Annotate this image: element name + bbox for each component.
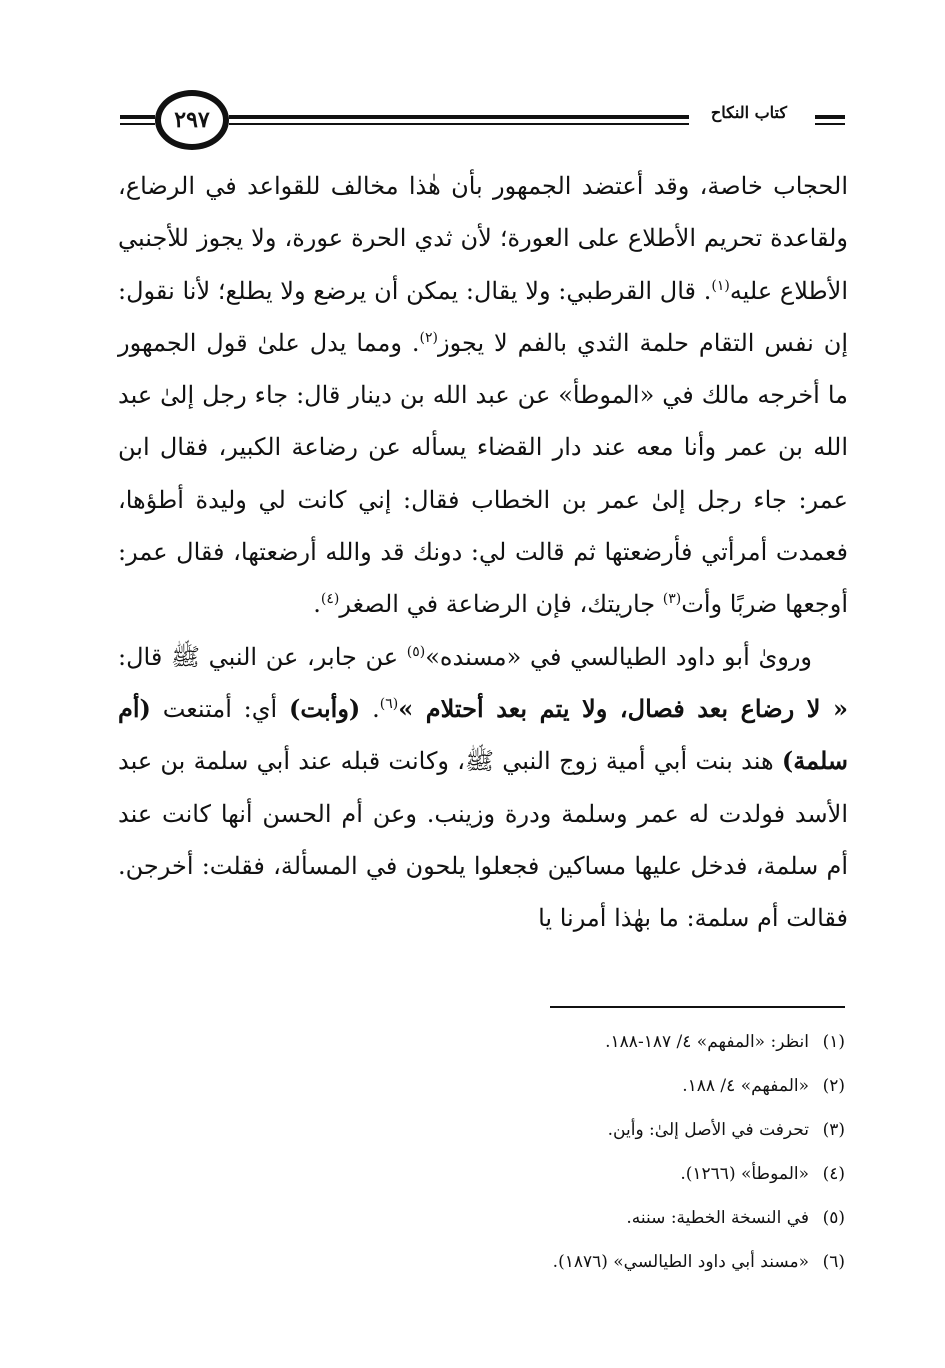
text-span: الحجاب خاصة، وقد أعتضد الجمهور بأن هٰذا مخالف للقواعد في الرضاع، ولقاعدة تحريم الأطلاع على العورة؛ لأن ثدي الحرة عورة، ولا يجوز للأجنبي الأطلاع عليه — [118, 172, 849, 305]
footnote-text: «الموطأ» (١٢٦٦). — [680, 1164, 809, 1184]
page-number-badge — [155, 90, 229, 150]
footnote-text: تحرفت في الأصل إلىٰ: وأين. — [607, 1120, 809, 1140]
paragraph-2 — [118, 631, 848, 945]
footnote-ref: (٥) — [406, 643, 426, 660]
footnote-number: (٥) — [822, 1208, 845, 1228]
footnote-number: (١) — [822, 1032, 845, 1052]
text-span: أي: أمتنعت — [150, 694, 290, 723]
text-span: . — [360, 694, 380, 723]
footnote-ref: (١) — [711, 277, 730, 294]
footnote-item — [300, 1064, 845, 1108]
header-rule-left — [120, 115, 155, 119]
text-span: هند بنت أبي أمية زوج النبي ﷺ، وكانت قبله عند أبي سلمة بن عبد الأسد فولدت له عمر وسلمة ودرة وزينب. وعن أم الحسن أنها كانت عند أم سلمة، فدخل عليها مساكين فجعلوا يلحون في المسألة، فقلت: أخرجن. فقالت أم سلمة: ما بهٰذا أمرنا يا — [118, 747, 848, 933]
footnote-ref: (٤) — [320, 591, 340, 608]
footnote-text: انظر: «المفهم» ٤/ ١٨٧-١٨٨. — [605, 1032, 809, 1052]
text-span: . — [313, 590, 321, 619]
page-header — [120, 90, 845, 170]
header-rule-middle — [229, 115, 689, 119]
bold-text-span: (أم سلمة) — [118, 693, 848, 776]
running-title: كتاب النكاح — [710, 103, 787, 122]
footnotes — [300, 1020, 845, 1284]
footnote-item — [300, 1020, 845, 1064]
text-span: جاريتك، فإن الرضاعة في الصغر — [339, 590, 663, 619]
footnote-separator — [550, 1006, 845, 1008]
footnote-item — [300, 1196, 845, 1240]
footnote-number: (٢) — [822, 1076, 845, 1096]
footnote-text: «مسند أبي داود الطيالسي» (١٨٧٦). — [552, 1252, 809, 1272]
header-rule-left-thin — [120, 123, 155, 125]
footnote-item — [300, 1240, 845, 1284]
footnote-item — [300, 1152, 845, 1196]
bold-text-span: (وأبت) — [289, 693, 361, 723]
footnote-ref: (٢) — [419, 329, 438, 346]
text-span: . قال القرطبي: ولا يقال: يمكن أن يرضع ولا يطلع؛ لأنا نقول: إن نفس التقام حلمة الثدي بالفم لا يجوز — [118, 276, 848, 357]
text-span: عن جابر، عن النبي ﷺ قال: — [118, 642, 407, 671]
footnote-ref: (٦) — [379, 695, 399, 712]
footnote-text: «المفهم» ٤/ ١٨٨. — [682, 1076, 809, 1096]
paragraph-1 — [118, 160, 848, 631]
text-span: وروىٰ أبو داود الطيالسي في «مسنده» — [425, 642, 812, 671]
text-span: . ومما يدل علىٰ قول الجمهور ما أخرجه مالك في «الموطأ» عن عبد الله بن دينار قال: جاء رجل إلىٰ عبد الله بن عمر وأنا معه عند دار القضاء يسأله عن رضاعة الكبير، فقال ابن عمر: جاء رجل إلىٰ عمر بن الخطاب فقال: إني كانت لي وليدة أطؤها، فعمدت أمرأتي فأرضعتها ثم قالت لي: دونك قد والله أرضعتها، فقال عمر: أوجعها ضربًا وأت — [118, 328, 848, 619]
bold-text-span: « لا رضاع بعد فصال، ولا يتم بعد أحتلام » — [398, 693, 848, 723]
page-number: ٢٩٧ — [174, 107, 210, 133]
footnote-item — [300, 1108, 845, 1152]
main-text — [118, 160, 848, 944]
header-rule-right — [815, 115, 845, 119]
footnote-ref: (٣) — [662, 591, 682, 608]
footnote-number: (٦) — [822, 1252, 845, 1272]
header-rule-middle-thin — [229, 123, 689, 125]
footnote-number: (٣) — [822, 1120, 845, 1140]
footnote-text: في النسخة الخطية: سننه. — [626, 1208, 809, 1228]
header-rule-right-thin — [815, 123, 845, 125]
footnote-number: (٤) — [822, 1164, 845, 1184]
